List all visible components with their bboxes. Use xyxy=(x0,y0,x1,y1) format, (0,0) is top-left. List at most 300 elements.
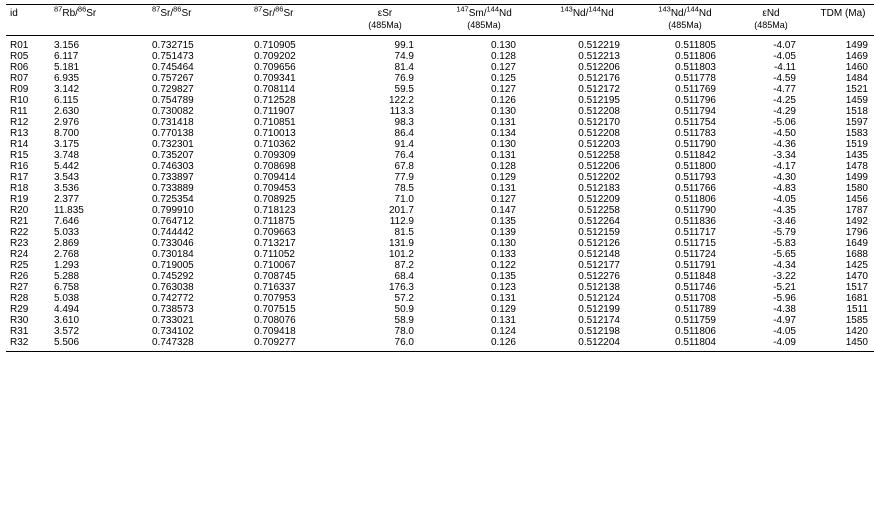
row-cell-tdm: 1459 xyxy=(845,95,868,106)
row-cell-epsilon-sr: 86.4 xyxy=(394,128,414,139)
row-cell-nd143-nd144-measured: 0.512159 xyxy=(578,227,620,238)
table-header xyxy=(6,5,874,36)
row-cell-epsilon-sr: 59.5 xyxy=(394,84,414,95)
row-cell-epsilon-nd: -3.34 xyxy=(773,150,796,161)
row-cell-sr87-sr86-measured: 0.730184 xyxy=(152,249,194,260)
row-cell-epsilon-nd: -5.06 xyxy=(773,117,796,128)
row-cell-id: R26 xyxy=(10,271,29,282)
row-cell-sr87-sr86-initial: 0.709341 xyxy=(254,73,296,84)
row-cell-nd143-nd144-measured: 0.512124 xyxy=(578,293,620,304)
row-cell-sr87-sr86-initial: 0.709663 xyxy=(254,227,296,238)
row-cell-rb87-sr86: 2.630 xyxy=(54,106,80,117)
row-cell-sm147-nd144: 0.135 xyxy=(490,216,516,227)
row-cell-epsilon-nd: -4.77 xyxy=(773,84,796,95)
row-cell-nd143-nd144-measured: 0.512183 xyxy=(578,183,620,194)
row-cell-sr87-sr86-initial: 0.707953 xyxy=(254,293,296,304)
column-subheader-sm147-nd144: (485Ma) xyxy=(438,20,542,36)
row-cell-id: R31 xyxy=(10,326,29,337)
row-cell-nd143-nd144-measured: 0.512176 xyxy=(578,73,620,84)
row-cell-epsilon-sr: 67.8 xyxy=(394,161,414,172)
table-row xyxy=(6,161,874,172)
row-cell-tdm: 1499 xyxy=(845,40,868,51)
row-cell-sm147-nd144: 0.124 xyxy=(490,326,516,337)
table-row xyxy=(6,326,874,337)
row-cell-tdm: 1519 xyxy=(845,139,868,150)
row-cell-tdm: 1688 xyxy=(845,249,868,260)
table-row xyxy=(6,205,874,216)
row-cell-nd143-nd144-initial: 0.511791 xyxy=(675,260,716,271)
row-cell-sr87-sr86-measured: 0.738573 xyxy=(152,304,194,315)
row-cell-epsilon-nd: -4.07 xyxy=(773,40,796,51)
column-subheader-id xyxy=(6,20,44,36)
row-cell-epsilon-sr: 131.9 xyxy=(388,238,414,249)
row-cell-sr87-sr86-initial: 0.710013 xyxy=(254,128,296,139)
table-row xyxy=(6,139,874,150)
row-cell-sr87-sr86-initial: 0.711052 xyxy=(254,249,295,260)
row-cell-id: R21 xyxy=(10,216,29,227)
row-cell-sr87-sr86-initial: 0.709414 xyxy=(254,172,296,183)
row-cell-sm147-nd144: 0.131 xyxy=(490,293,516,304)
row-cell-epsilon-sr: 74.9 xyxy=(394,51,414,62)
table-row xyxy=(6,106,874,117)
row-cell-sr87-sr86-initial: 0.708698 xyxy=(254,161,296,172)
table-row xyxy=(6,172,874,183)
row-cell-nd143-nd144-measured: 0.512172 xyxy=(578,84,620,95)
row-cell-sr87-sr86-initial: 0.711907 xyxy=(254,106,295,117)
row-cell-sm147-nd144: 0.126 xyxy=(490,95,516,106)
row-cell-epsilon-sr: 81.4 xyxy=(394,62,414,73)
row-cell-sr87-sr86-measured: 0.731418 xyxy=(152,117,194,128)
row-cell-sm147-nd144: 0.131 xyxy=(490,183,516,194)
row-cell-epsilon-sr: 68.4 xyxy=(394,271,414,282)
row-cell-sm147-nd144: 0.128 xyxy=(490,161,516,172)
row-cell-epsilon-sr: 76.0 xyxy=(394,337,414,348)
row-cell-rb87-sr86: 3.610 xyxy=(54,315,80,326)
row-cell-epsilon-nd: -4.29 xyxy=(773,106,796,117)
row-cell-rb87-sr86: 5.181 xyxy=(54,62,80,73)
row-cell-id: R12 xyxy=(10,117,29,128)
row-cell-sm147-nd144: 0.133 xyxy=(490,249,516,260)
row-cell-epsilon-nd: -4.59 xyxy=(773,73,796,84)
row-cell-epsilon-nd: -5.65 xyxy=(773,249,796,260)
row-cell-sr87-sr86-measured: 0.719005 xyxy=(152,260,194,271)
table-row xyxy=(6,194,874,205)
row-cell-rb87-sr86: 5.506 xyxy=(54,337,80,348)
column-header-epsilon-nd: εNd xyxy=(736,5,812,21)
row-cell-epsilon-nd: -4.09 xyxy=(773,337,796,348)
row-cell-tdm: 1597 xyxy=(845,117,868,128)
row-cell-sr87-sr86-measured: 0.744442 xyxy=(152,227,194,238)
column-subheader-epsilon-sr: (485Ma) xyxy=(346,20,438,36)
table-row xyxy=(6,238,874,249)
column-subheader-rb87-sr86 xyxy=(44,20,142,36)
row-cell-tdm: 1435 xyxy=(845,150,868,161)
row-cell-sr87-sr86-initial: 0.708114 xyxy=(254,84,295,95)
row-cell-epsilon-sr: 98.3 xyxy=(394,117,414,128)
row-cell-sr87-sr86-measured: 0.730082 xyxy=(152,106,194,117)
row-cell-tdm: 1484 xyxy=(845,73,868,84)
row-cell-rb87-sr86: 11.835 xyxy=(54,205,84,216)
row-cell-sr87-sr86-measured: 0.733897 xyxy=(152,172,194,183)
row-cell-nd143-nd144-initial: 0.511759 xyxy=(675,315,716,326)
row-cell-sr87-sr86-initial: 0.707515 xyxy=(254,304,296,315)
row-cell-sr87-sr86-measured: 0.799910 xyxy=(152,205,194,216)
row-cell-nd143-nd144-initial: 0.511724 xyxy=(675,249,716,260)
row-cell-sr87-sr86-measured: 0.747328 xyxy=(152,337,194,348)
row-cell-rb87-sr86: 2.976 xyxy=(54,117,80,128)
isotope-data-table xyxy=(6,4,874,352)
row-cell-nd143-nd144-measured: 0.512170 xyxy=(578,117,620,128)
row-cell-sr87-sr86-initial: 0.709202 xyxy=(254,51,296,62)
row-cell-id: R25 xyxy=(10,260,29,271)
row-cell-sm147-nd144: 0.128 xyxy=(490,51,516,62)
row-cell-sr87-sr86-measured: 0.746303 xyxy=(152,161,194,172)
row-cell-nd143-nd144-initial: 0.511789 xyxy=(675,304,716,315)
table-row xyxy=(6,51,874,62)
row-cell-id: R28 xyxy=(10,293,29,304)
row-cell-tdm: 1425 xyxy=(845,260,868,271)
table-row xyxy=(6,337,874,352)
table-row xyxy=(6,271,874,282)
row-cell-id: R15 xyxy=(10,150,29,161)
row-cell-epsilon-nd: -4.50 xyxy=(773,128,796,139)
row-cell-sr87-sr86-initial: 0.709309 xyxy=(254,150,296,161)
row-cell-sm147-nd144: 0.127 xyxy=(490,62,516,73)
row-cell-nd143-nd144-measured: 0.512177 xyxy=(578,260,620,271)
row-cell-id: R11 xyxy=(10,106,28,117)
row-cell-nd143-nd144-measured: 0.512203 xyxy=(578,139,620,150)
row-cell-nd143-nd144-initial: 0.511805 xyxy=(675,40,716,51)
row-cell-tdm: 1450 xyxy=(845,337,868,348)
row-cell-id: R05 xyxy=(10,51,29,62)
row-cell-sr87-sr86-measured: 0.770138 xyxy=(152,128,194,139)
row-cell-epsilon-nd: -4.35 xyxy=(773,205,796,216)
row-cell-nd143-nd144-initial: 0.511717 xyxy=(675,227,716,238)
row-cell-epsilon-nd: -5.83 xyxy=(773,238,796,249)
row-cell-nd143-nd144-measured: 0.512258 xyxy=(578,150,620,161)
row-cell-sr87-sr86-initial: 0.709277 xyxy=(254,337,296,348)
row-cell-sr87-sr86-initial: 0.708925 xyxy=(254,194,296,205)
row-cell-nd143-nd144-initial: 0.511783 xyxy=(675,128,716,139)
row-cell-tdm: 1518 xyxy=(845,106,868,117)
row-cell-epsilon-nd: -4.34 xyxy=(773,260,796,271)
row-cell-rb87-sr86: 1.293 xyxy=(54,260,80,271)
table-row xyxy=(6,216,874,227)
row-cell-sm147-nd144: 0.129 xyxy=(490,172,516,183)
row-cell-id: R27 xyxy=(10,282,29,293)
row-cell-tdm: 1521 xyxy=(845,84,868,95)
row-cell-sr87-sr86-measured: 0.742772 xyxy=(152,293,194,304)
table-row xyxy=(6,62,874,73)
row-cell-nd143-nd144-initial: 0.511769 xyxy=(675,84,716,95)
row-cell-rb87-sr86: 3.748 xyxy=(54,150,80,161)
row-cell-sr87-sr86-measured: 0.732715 xyxy=(152,40,194,51)
row-cell-nd143-nd144-initial: 0.511842 xyxy=(675,150,716,161)
row-cell-epsilon-sr: 50.9 xyxy=(394,304,414,315)
row-cell-epsilon-sr: 71.0 xyxy=(394,194,414,205)
row-cell-nd143-nd144-measured: 0.512276 xyxy=(578,271,620,282)
row-cell-sr87-sr86-initial: 0.710905 xyxy=(254,40,296,51)
row-cell-id: R18 xyxy=(10,183,29,194)
row-cell-epsilon-sr: 58.9 xyxy=(394,315,414,326)
row-cell-sr87-sr86-measured: 0.757267 xyxy=(152,73,194,84)
row-cell-sr87-sr86-initial: 0.708745 xyxy=(254,271,296,282)
row-cell-epsilon-nd: -4.05 xyxy=(773,194,796,205)
row-cell-epsilon-sr: 78.5 xyxy=(394,183,414,194)
column-subheader-epsilon-nd: (485Ma) xyxy=(736,20,812,36)
row-cell-sm147-nd144: 0.130 xyxy=(490,106,516,117)
row-cell-rb87-sr86: 5.033 xyxy=(54,227,80,238)
row-cell-sm147-nd144: 0.127 xyxy=(490,194,516,205)
row-cell-nd143-nd144-initial: 0.511803 xyxy=(675,62,716,73)
row-cell-rb87-sr86: 2.377 xyxy=(54,194,80,205)
row-cell-tdm: 1585 xyxy=(845,315,868,326)
row-cell-sr87-sr86-measured: 0.733021 xyxy=(152,315,194,326)
column-header-sr87-sr86-measured: $^{87}$Sr/$^{86}$Sr xyxy=(142,5,244,21)
row-cell-sm147-nd144: 0.123 xyxy=(490,282,516,293)
row-cell-nd143-nd144-initial: 0.511708 xyxy=(675,293,716,304)
row-cell-sr87-sr86-measured: 0.751473 xyxy=(152,51,194,62)
row-cell-sr87-sr86-initial: 0.712528 xyxy=(254,95,296,106)
row-cell-id: R16 xyxy=(10,161,29,172)
row-cell-id: R07 xyxy=(10,73,29,84)
row-cell-rb87-sr86: 2.768 xyxy=(54,249,80,260)
row-cell-sr87-sr86-initial: 0.709656 xyxy=(254,62,296,73)
column-header-nd143-nd144-measured: $^{143}$Nd/$^{144}$Nd xyxy=(542,5,640,21)
row-cell-sm147-nd144: 0.125 xyxy=(490,73,516,84)
row-cell-epsilon-sr: 81.5 xyxy=(394,227,414,238)
table-row xyxy=(6,260,874,271)
row-cell-sr87-sr86-measured: 0.735207 xyxy=(152,150,194,161)
row-cell-epsilon-nd: -4.97 xyxy=(773,315,796,326)
row-cell-sr87-sr86-measured: 0.729827 xyxy=(152,84,194,95)
row-cell-epsilon-nd: -4.05 xyxy=(773,326,796,337)
row-cell-epsilon-sr: 76.4 xyxy=(394,150,414,161)
row-cell-id: R09 xyxy=(10,84,29,95)
row-cell-sr87-sr86-measured: 0.733889 xyxy=(152,183,194,194)
row-cell-tdm: 1649 xyxy=(845,238,868,249)
row-cell-sr87-sr86-initial: 0.716337 xyxy=(254,282,296,293)
row-cell-nd143-nd144-initial: 0.511804 xyxy=(675,337,716,348)
row-cell-rb87-sr86: 5.442 xyxy=(54,161,80,172)
table-row xyxy=(6,227,874,238)
row-cell-epsilon-sr: 122.2 xyxy=(388,95,414,106)
row-cell-sr87-sr86-initial: 0.718123 xyxy=(254,205,296,216)
row-cell-nd143-nd144-measured: 0.512209 xyxy=(578,194,620,205)
row-cell-nd143-nd144-initial: 0.511794 xyxy=(675,106,716,117)
row-cell-epsilon-sr: 101.2 xyxy=(388,249,414,260)
row-cell-tdm: 1681 xyxy=(845,293,868,304)
row-cell-sr87-sr86-measured: 0.732301 xyxy=(152,139,194,150)
row-cell-id: R22 xyxy=(10,227,29,238)
row-cell-nd143-nd144-measured: 0.512219 xyxy=(578,40,620,51)
row-cell-rb87-sr86: 3.156 xyxy=(54,40,80,51)
row-cell-id: R23 xyxy=(10,238,29,249)
row-cell-rb87-sr86: 6.117 xyxy=(54,51,79,62)
row-cell-epsilon-nd: -5.96 xyxy=(773,293,796,304)
row-cell-sm147-nd144: 0.130 xyxy=(490,238,516,249)
row-cell-tdm: 1583 xyxy=(845,128,868,139)
table-row xyxy=(6,183,874,194)
row-cell-nd143-nd144-initial: 0.511754 xyxy=(675,117,716,128)
row-cell-tdm: 1420 xyxy=(845,326,868,337)
row-cell-nd143-nd144-initial: 0.511848 xyxy=(675,271,716,282)
table-row xyxy=(6,84,874,95)
row-cell-nd143-nd144-initial: 0.511790 xyxy=(675,205,716,216)
row-cell-epsilon-nd: -4.25 xyxy=(773,95,796,106)
row-cell-rb87-sr86: 4.494 xyxy=(54,304,80,315)
row-cell-sm147-nd144: 0.139 xyxy=(490,227,516,238)
row-cell-epsilon-nd: -4.38 xyxy=(773,304,796,315)
row-cell-nd143-nd144-measured: 0.512258 xyxy=(578,205,620,216)
table-row xyxy=(6,36,874,52)
row-cell-nd143-nd144-measured: 0.512199 xyxy=(578,304,620,315)
row-cell-epsilon-sr: 99.1 xyxy=(394,40,414,51)
table-row xyxy=(6,150,874,161)
table-row xyxy=(6,117,874,128)
row-cell-rb87-sr86: 8.700 xyxy=(54,128,80,139)
table-row xyxy=(6,293,874,304)
row-cell-epsilon-nd: -5.79 xyxy=(773,227,796,238)
row-cell-nd143-nd144-initial: 0.511715 xyxy=(675,238,716,249)
row-cell-rb87-sr86: 5.038 xyxy=(54,293,80,304)
row-cell-sm147-nd144: 0.131 xyxy=(490,315,516,326)
row-cell-id: R13 xyxy=(10,128,29,139)
row-cell-nd143-nd144-measured: 0.512264 xyxy=(578,216,620,227)
row-cell-sr87-sr86-measured: 0.763038 xyxy=(152,282,194,293)
column-header-sm147-nd144: $^{147}$Sm/$^{144}$Nd xyxy=(438,5,542,21)
row-cell-sr87-sr86-initial: 0.708076 xyxy=(254,315,296,326)
row-cell-tdm: 1580 xyxy=(845,183,868,194)
row-cell-id: R29 xyxy=(10,304,29,315)
row-cell-rb87-sr86: 3.142 xyxy=(54,84,80,95)
row-cell-id: R32 xyxy=(10,337,29,348)
column-subheader-sr87-sr86-initial xyxy=(244,20,346,36)
row-cell-sr87-sr86-measured: 0.745464 xyxy=(152,62,194,73)
table-row xyxy=(6,282,874,293)
column-subheader-nd143-nd144-measured xyxy=(542,20,640,36)
row-cell-tdm: 1470 xyxy=(845,271,868,282)
row-cell-tdm: 1517 xyxy=(845,282,868,293)
column-header-id xyxy=(6,5,44,21)
row-cell-epsilon-nd: -4.11 xyxy=(773,62,796,73)
table-header-row-secondary xyxy=(6,20,874,36)
row-cell-tdm: 1787 xyxy=(845,205,868,216)
row-cell-epsilon-sr: 78.0 xyxy=(394,326,414,337)
row-cell-nd143-nd144-initial: 0.511800 xyxy=(675,161,716,172)
row-cell-nd143-nd144-initial: 0.511806 xyxy=(675,326,716,337)
row-cell-rb87-sr86: 6.115 xyxy=(54,95,79,106)
row-cell-epsilon-sr: 91.4 xyxy=(394,139,414,150)
row-cell-epsilon-sr: 77.9 xyxy=(394,172,414,183)
row-cell-nd143-nd144-initial: 0.511746 xyxy=(675,282,716,293)
column-header-id-label: id xyxy=(10,8,18,19)
row-cell-rb87-sr86: 7.646 xyxy=(54,216,80,227)
row-cell-sr87-sr86-initial: 0.709418 xyxy=(254,326,296,337)
row-cell-sm147-nd144: 0.122 xyxy=(490,260,516,271)
row-cell-id: R01 xyxy=(10,40,29,51)
column-header-sr87-sr86-initial: $^{87}$Sr/$^{86}$Sr xyxy=(244,5,346,21)
row-cell-epsilon-sr: 112.9 xyxy=(389,216,414,227)
row-cell-tdm: 1478 xyxy=(845,161,868,172)
row-cell-epsilon-sr: 57.2 xyxy=(394,293,414,304)
row-cell-sr87-sr86-measured: 0.734102 xyxy=(152,326,194,337)
row-cell-epsilon-nd: -5.21 xyxy=(773,282,796,293)
row-cell-nd143-nd144-measured: 0.512195 xyxy=(578,95,620,106)
row-cell-nd143-nd144-measured: 0.512202 xyxy=(578,172,620,183)
row-cell-id: R24 xyxy=(10,249,29,260)
row-cell-nd143-nd144-measured: 0.512206 xyxy=(578,161,620,172)
table-row xyxy=(6,315,874,326)
row-cell-tdm: 1796 xyxy=(845,227,868,238)
row-cell-sm147-nd144: 0.130 xyxy=(490,40,516,51)
row-cell-id: R06 xyxy=(10,62,29,73)
row-cell-epsilon-nd: -3.22 xyxy=(773,271,796,282)
column-header-rb87-sr86: $^{87}$Rb/$^{86}$Sr xyxy=(44,5,142,21)
row-cell-nd143-nd144-measured: 0.512208 xyxy=(578,106,620,117)
row-cell-sm147-nd144: 0.134 xyxy=(490,128,516,139)
row-cell-sm147-nd144: 0.126 xyxy=(490,337,516,348)
row-cell-sm147-nd144: 0.129 xyxy=(490,304,516,315)
row-cell-rb87-sr86: 3.543 xyxy=(54,172,80,183)
row-cell-nd143-nd144-initial: 0.511796 xyxy=(675,95,716,106)
table-row xyxy=(6,304,874,315)
row-cell-sr87-sr86-initial: 0.711875 xyxy=(254,216,295,227)
row-cell-sr87-sr86-measured: 0.745292 xyxy=(152,271,194,282)
row-cell-nd143-nd144-initial: 0.511836 xyxy=(675,216,716,227)
row-cell-sr87-sr86-measured: 0.764712 xyxy=(152,216,194,227)
row-cell-rb87-sr86: 3.572 xyxy=(54,326,80,337)
row-cell-nd143-nd144-measured: 0.512198 xyxy=(578,326,620,337)
row-cell-sm147-nd144: 0.147 xyxy=(490,205,516,216)
row-cell-tdm: 1460 xyxy=(845,62,868,73)
row-cell-rb87-sr86: 5.288 xyxy=(54,271,80,282)
column-header-tdm: TDM (Ma) xyxy=(812,5,874,21)
row-cell-epsilon-sr: 87.2 xyxy=(394,260,414,271)
row-cell-nd143-nd144-initial: 0.511806 xyxy=(675,51,716,62)
column-subheader-nd143-nd144-initial: (485Ma) xyxy=(640,20,736,36)
row-cell-nd143-nd144-measured: 0.512138 xyxy=(578,282,620,293)
row-cell-nd143-nd144-initial: 0.511766 xyxy=(675,183,716,194)
row-cell-sr87-sr86-measured: 0.733046 xyxy=(152,238,194,249)
row-cell-sr87-sr86-initial: 0.710067 xyxy=(254,260,296,271)
row-cell-sr87-sr86-initial: 0.713217 xyxy=(254,238,296,249)
row-cell-rb87-sr86: 3.175 xyxy=(54,139,80,150)
row-cell-nd143-nd144-measured: 0.512208 xyxy=(578,128,620,139)
row-cell-id: R17 xyxy=(10,172,29,183)
table-row xyxy=(6,73,874,84)
row-cell-rb87-sr86: 2.869 xyxy=(54,238,80,249)
row-cell-id: R10 xyxy=(10,95,29,106)
row-cell-nd143-nd144-measured: 0.512126 xyxy=(578,238,620,249)
table-row xyxy=(6,95,874,106)
row-cell-tdm: 1456 xyxy=(845,194,868,205)
row-cell-sm147-nd144: 0.135 xyxy=(490,271,516,282)
row-cell-nd143-nd144-initial: 0.511790 xyxy=(675,139,716,150)
row-cell-sm147-nd144: 0.130 xyxy=(490,139,516,150)
column-subheader-tdm xyxy=(812,20,874,36)
row-cell-nd143-nd144-measured: 0.512213 xyxy=(578,51,620,62)
row-cell-epsilon-nd: -4.17 xyxy=(773,161,796,172)
row-cell-nd143-nd144-measured: 0.512148 xyxy=(578,249,620,260)
row-cell-rb87-sr86: 6.935 xyxy=(54,73,80,84)
row-cell-sr87-sr86-measured: 0.754789 xyxy=(152,95,194,106)
row-cell-sm147-nd144: 0.131 xyxy=(490,117,516,128)
row-cell-tdm: 1511 xyxy=(846,304,868,315)
row-cell-epsilon-sr: 113.3 xyxy=(389,106,414,117)
table-row xyxy=(6,249,874,260)
row-cell-sr87-sr86-initial: 0.710362 xyxy=(254,139,296,150)
